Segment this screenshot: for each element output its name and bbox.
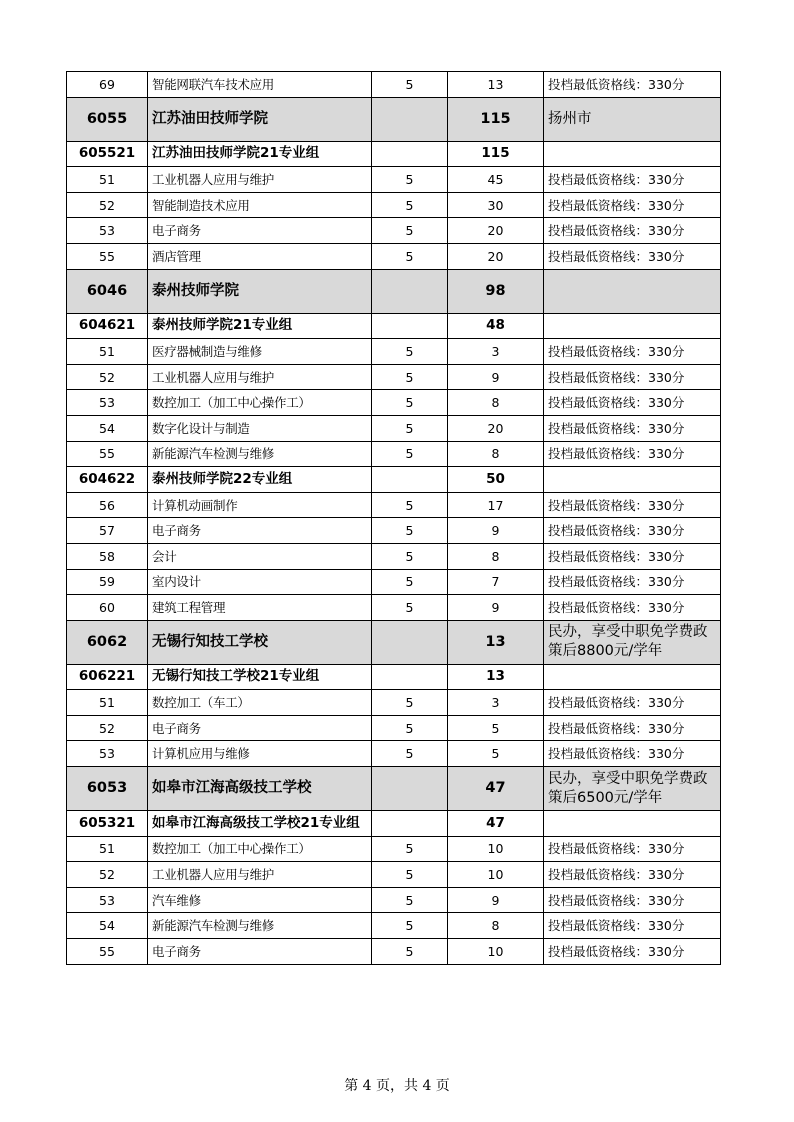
cell-note: 投档最低资格线：330分	[544, 836, 721, 862]
cell-note	[544, 811, 721, 837]
cell-plan: 5	[448, 715, 544, 741]
cell-plan: 45	[448, 167, 544, 193]
cell-plan: 50	[448, 467, 544, 493]
cell-years: 5	[372, 836, 448, 862]
cell-name: 建筑工程管理	[148, 595, 372, 621]
cell-years: 5	[372, 492, 448, 518]
cell-name: 酒店管理	[148, 243, 372, 269]
cell-code: 55	[67, 441, 148, 467]
cell-years: 5	[372, 243, 448, 269]
cell-name: 智能制造技术应用	[148, 192, 372, 218]
cell-years: 5	[372, 887, 448, 913]
cell-note: 民办，享受中职免学费政策后8800元/学年	[544, 620, 721, 664]
cell-note: 民办，享受中职免学费政策后6500元/学年	[544, 767, 721, 811]
cell-name: 工业机器人应用与维护	[148, 862, 372, 888]
cell-code: 53	[67, 390, 148, 416]
cell-plan: 115	[448, 97, 544, 141]
cell-plan: 8	[448, 390, 544, 416]
group-row	[67, 811, 721, 837]
cell-note: 投档最低资格线：330分	[544, 939, 721, 965]
cell-plan: 13	[448, 620, 544, 664]
cell-note: 投档最低资格线：330分	[544, 913, 721, 939]
group-row	[67, 664, 721, 690]
cell-code: 60	[67, 595, 148, 621]
cell-code: 59	[67, 569, 148, 595]
cell-code: 58	[67, 543, 148, 569]
cell-plan: 48	[448, 313, 544, 339]
cell-code: 52	[67, 364, 148, 390]
cell-note: 投档最低资格线：330分	[544, 218, 721, 244]
cell-years: 5	[372, 192, 448, 218]
cell-code: 6053	[67, 767, 148, 811]
cell-plan: 7	[448, 569, 544, 595]
cell-name: 如皋市江海高级技工学校21专业组	[148, 811, 372, 837]
cell-plan: 9	[448, 518, 544, 544]
cell-code: 606221	[67, 664, 148, 690]
major-row	[67, 939, 721, 965]
cell-note: 投档最低资格线：330分	[544, 595, 721, 621]
cell-plan: 20	[448, 415, 544, 441]
cell-years	[372, 97, 448, 141]
cell-name: 数控加工（加工中心操作工）	[148, 836, 372, 862]
cell-plan: 13	[448, 664, 544, 690]
cell-name: 江苏油田技师学院	[148, 97, 372, 141]
cell-note	[544, 269, 721, 313]
cell-name: 室内设计	[148, 569, 372, 595]
cell-years: 5	[372, 167, 448, 193]
cell-code: 56	[67, 492, 148, 518]
cell-years: 5	[372, 690, 448, 716]
cell-name: 电子商务	[148, 518, 372, 544]
cell-name: 新能源汽车检测与维修	[148, 441, 372, 467]
cell-code: 604622	[67, 467, 148, 493]
cell-years: 5	[372, 415, 448, 441]
cell-name: 新能源汽车检测与维修	[148, 913, 372, 939]
cell-code: 55	[67, 939, 148, 965]
major-row	[67, 543, 721, 569]
cell-plan: 10	[448, 862, 544, 888]
group-row	[67, 313, 721, 339]
cell-code: 51	[67, 836, 148, 862]
cell-name: 数控加工（加工中心操作工）	[148, 390, 372, 416]
cell-years	[372, 269, 448, 313]
major-row	[67, 167, 721, 193]
cell-name: 汽车维修	[148, 887, 372, 913]
major-row	[67, 715, 721, 741]
major-row	[67, 836, 721, 862]
cell-note: 扬州市	[544, 97, 721, 141]
cell-name: 无锡行知技工学校	[148, 620, 372, 664]
major-row	[67, 569, 721, 595]
cell-years: 5	[372, 441, 448, 467]
major-row	[67, 690, 721, 716]
cell-plan: 98	[448, 269, 544, 313]
cell-note: 投档最低资格线：330分	[544, 390, 721, 416]
major-row	[67, 441, 721, 467]
cell-code: 55	[67, 243, 148, 269]
major-row	[67, 218, 721, 244]
major-row	[67, 595, 721, 621]
major-row	[67, 192, 721, 218]
cell-code: 69	[67, 72, 148, 98]
school-row	[67, 620, 721, 664]
cell-name: 医疗器械制造与维修	[148, 339, 372, 365]
cell-years: 5	[372, 741, 448, 767]
cell-note: 投档最低资格线：330分	[544, 192, 721, 218]
major-row	[67, 339, 721, 365]
cell-code: 53	[67, 887, 148, 913]
cell-code: 54	[67, 913, 148, 939]
cell-years: 5	[372, 569, 448, 595]
school-row	[67, 269, 721, 313]
cell-note	[544, 664, 721, 690]
cell-plan: 8	[448, 913, 544, 939]
cell-code: 54	[67, 415, 148, 441]
cell-name: 工业机器人应用与维护	[148, 167, 372, 193]
cell-years: 5	[372, 862, 448, 888]
page-footer: 第 4 页，共 4 页	[344, 1078, 450, 1094]
major-row	[67, 72, 721, 98]
cell-name: 如皋市江海高级技工学校	[148, 767, 372, 811]
cell-note: 投档最低资格线：330分	[544, 492, 721, 518]
cell-plan: 9	[448, 364, 544, 390]
admission-table-body	[67, 72, 721, 965]
cell-note: 投档最低资格线：330分	[544, 72, 721, 98]
cell-code: 6046	[67, 269, 148, 313]
cell-name: 泰州技师学院22专业组	[148, 467, 372, 493]
cell-code: 52	[67, 862, 148, 888]
cell-name: 电子商务	[148, 218, 372, 244]
cell-plan: 3	[448, 339, 544, 365]
cell-name: 会计	[148, 543, 372, 569]
cell-plan: 10	[448, 836, 544, 862]
cell-name: 电子商务	[148, 939, 372, 965]
cell-code: 52	[67, 192, 148, 218]
cell-plan: 115	[448, 141, 544, 167]
cell-note: 投档最低资格线：330分	[544, 862, 721, 888]
cell-years	[372, 811, 448, 837]
cell-years	[372, 767, 448, 811]
cell-plan: 17	[448, 492, 544, 518]
cell-code: 51	[67, 167, 148, 193]
cell-plan: 20	[448, 218, 544, 244]
cell-years: 5	[372, 390, 448, 416]
cell-note: 投档最低资格线：330分	[544, 887, 721, 913]
cell-code: 53	[67, 741, 148, 767]
cell-years: 5	[372, 715, 448, 741]
cell-years: 5	[372, 543, 448, 569]
cell-note: 投档最低资格线：330分	[544, 569, 721, 595]
cell-note: 投档最低资格线：330分	[544, 690, 721, 716]
cell-plan: 13	[448, 72, 544, 98]
cell-years: 5	[372, 913, 448, 939]
cell-years	[372, 664, 448, 690]
cell-note	[544, 467, 721, 493]
major-row	[67, 887, 721, 913]
cell-years: 5	[372, 939, 448, 965]
cell-code: 51	[67, 690, 148, 716]
cell-years: 5	[372, 339, 448, 365]
cell-name: 泰州技师学院21专业组	[148, 313, 372, 339]
cell-note: 投档最低资格线：330分	[544, 339, 721, 365]
cell-years	[372, 141, 448, 167]
major-row	[67, 415, 721, 441]
cell-code: 605321	[67, 811, 148, 837]
school-row	[67, 97, 721, 141]
cell-plan: 10	[448, 939, 544, 965]
cell-code: 604621	[67, 313, 148, 339]
cell-plan: 9	[448, 595, 544, 621]
cell-years: 5	[372, 218, 448, 244]
cell-note	[544, 313, 721, 339]
cell-code: 6055	[67, 97, 148, 141]
cell-name: 无锡行知技工学校21专业组	[148, 664, 372, 690]
cell-plan: 30	[448, 192, 544, 218]
cell-note: 投档最低资格线：330分	[544, 415, 721, 441]
cell-note: 投档最低资格线：330分	[544, 167, 721, 193]
cell-name: 江苏油田技师学院21专业组	[148, 141, 372, 167]
cell-years	[372, 467, 448, 493]
cell-years: 5	[372, 595, 448, 621]
cell-name: 计算机应用与维修	[148, 741, 372, 767]
cell-code: 51	[67, 339, 148, 365]
group-row	[67, 141, 721, 167]
cell-note: 投档最低资格线：330分	[544, 741, 721, 767]
cell-name: 计算机动画制作	[148, 492, 372, 518]
major-row	[67, 518, 721, 544]
cell-years: 5	[372, 518, 448, 544]
school-row	[67, 767, 721, 811]
cell-note: 投档最低资格线：330分	[544, 715, 721, 741]
cell-note: 投档最低资格线：330分	[544, 243, 721, 269]
cell-note: 投档最低资格线：330分	[544, 543, 721, 569]
cell-note: 投档最低资格线：330分	[544, 441, 721, 467]
major-row	[67, 492, 721, 518]
admission-table	[66, 71, 721, 965]
cell-code: 6062	[67, 620, 148, 664]
cell-code: 605521	[67, 141, 148, 167]
cell-years: 5	[372, 72, 448, 98]
cell-name: 数控加工（车工）	[148, 690, 372, 716]
cell-name: 工业机器人应用与维护	[148, 364, 372, 390]
major-row	[67, 390, 721, 416]
cell-name: 数字化设计与制造	[148, 415, 372, 441]
major-row	[67, 862, 721, 888]
cell-note: 投档最低资格线：330分	[544, 364, 721, 390]
cell-code: 57	[67, 518, 148, 544]
cell-plan: 47	[448, 811, 544, 837]
cell-code: 53	[67, 218, 148, 244]
major-row	[67, 243, 721, 269]
group-row	[67, 467, 721, 493]
cell-plan: 8	[448, 441, 544, 467]
cell-plan: 47	[448, 767, 544, 811]
cell-years	[372, 620, 448, 664]
cell-years	[372, 313, 448, 339]
cell-note	[544, 141, 721, 167]
cell-plan: 9	[448, 887, 544, 913]
major-row	[67, 741, 721, 767]
cell-plan: 20	[448, 243, 544, 269]
major-row	[67, 913, 721, 939]
major-row	[67, 364, 721, 390]
cell-note: 投档最低资格线：330分	[544, 518, 721, 544]
cell-plan: 3	[448, 690, 544, 716]
cell-years: 5	[372, 364, 448, 390]
cell-code: 52	[67, 715, 148, 741]
cell-plan: 5	[448, 741, 544, 767]
cell-plan: 8	[448, 543, 544, 569]
cell-name: 电子商务	[148, 715, 372, 741]
cell-name: 智能网联汽车技术应用	[148, 72, 372, 98]
cell-name: 泰州技师学院	[148, 269, 372, 313]
